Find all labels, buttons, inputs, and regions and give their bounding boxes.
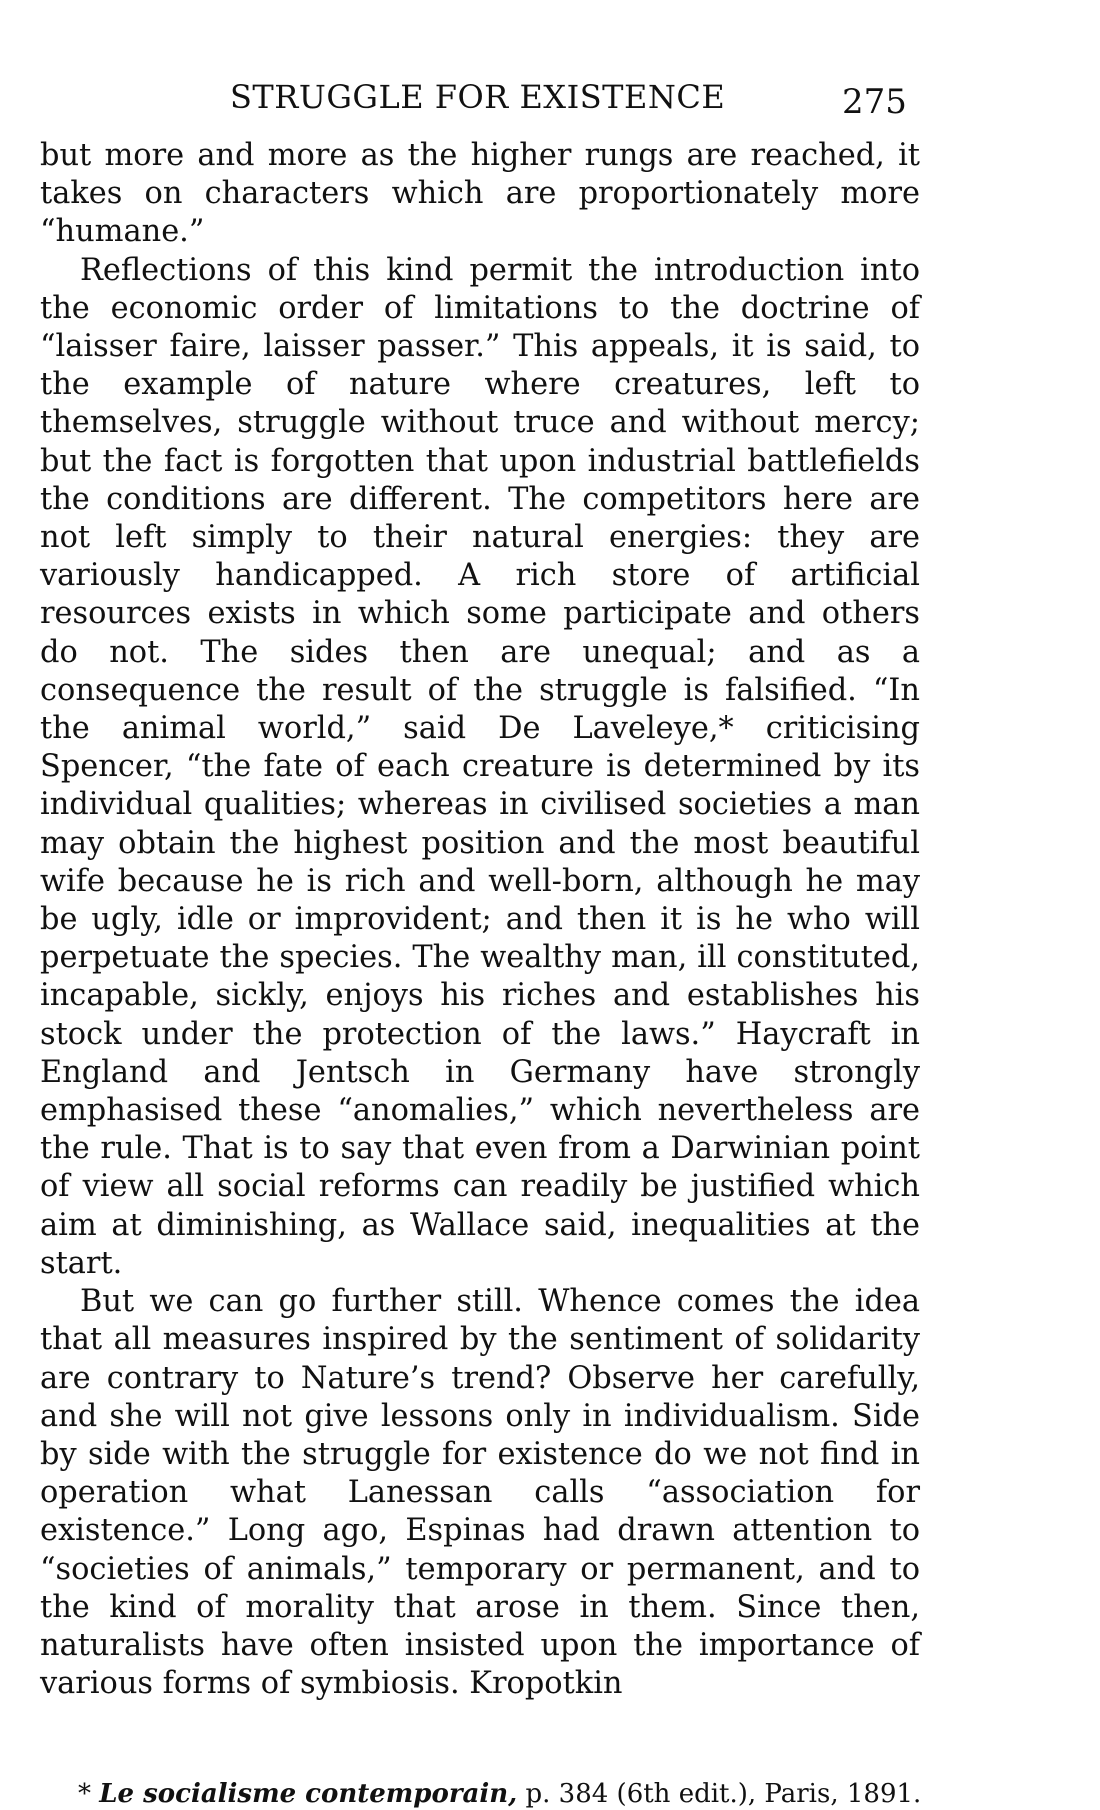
footnote-title: Le socialisme contemporain, [99,1779,518,1809]
footnote [78,1778,922,1810]
page-number: 275 [842,82,907,122]
paragraph-continued: but more and more as the higher rungs are reached, it takes on characters which are proportionately more “humane.” [40,138,920,250]
page-header [230,78,930,124]
footnote-details: p. 384 (6th edit.), Paris, 1891. [525,1779,922,1809]
paragraph: But we can go further still. Whence comes the idea that all measures inspired by the sentiment of solidarity are contrary to Nature’s trend? Observe her carefully, and she will not give lessons only in individualism. Side by side with the struggle for existence do we not find in operation what Lanessan calls “association for existence.” Long ago, Espinas had drawn attention to “societies of animals,” temporary or permanent, and to the kind of morality that arose in them. Since then, naturalists have often insisted upon the importance of various forms of symbiosis. Kropotkin [40,1284,920,1702]
footnote-marker: * [78,1779,91,1809]
running-title: STRUGGLE FOR EXISTENCE [230,78,726,116]
body-text [40,137,920,1703]
paragraph: Reflections of this kind permit the introduction into the economic order of limitations to the doctrine of “laisser faire, laisser passer.” This appeals, it is said, to the example of nature where creatures, left to themselves, struggle without truce and without mercy; but the fact is forgotten that upon industrial battlefields the conditions are different. The competitors here are not left simply to their natural energies: they are variously handicapped. A rich store of artificial resources exists in which some participate and others do not. The sides then are unequal; and as a consequence the result of the struggle is falsified. “In the animal world,” said De Laveleye,* criticising Spencer, “the fate of each creature is determined by its individual qualities; whereas in civilised societies a man may obtain the highest position and the most beautiful wife because he is rich and well-born, although he may be ugly, idle or improvident; and then it is he who will perpetuate the species. The wealthy man, ill constituted, incapable, sickly, enjoys his riches and establishes his stock under the protection of the laws.” Haycraft in England and Jentsch in Germany have strongly emphasised these “anomalies,” which nevertheless are the rule. That is to say that even from a Darwinian point of view all social reforms can readily be justified which aim at diminishing, as Wallace said, inequalities at the start. [40,252,920,1281]
